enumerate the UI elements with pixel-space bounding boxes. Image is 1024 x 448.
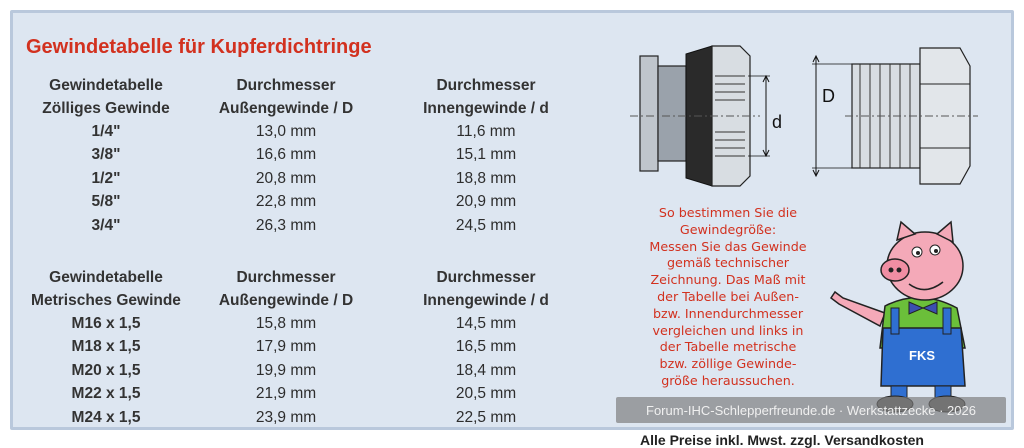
note-line: So bestimmen Sie die [658, 205, 798, 220]
outer-diameter: 15,8 mm [255, 314, 317, 332]
note-line: Gewindegröße: [679, 221, 777, 237]
inner-diameter: 11,6 mm [456, 122, 516, 140]
header-cell: Durchmesser [236, 76, 336, 94]
pig-mascot-illustration [825, 218, 1010, 418]
outer-diameter: 19,9 mm [255, 361, 317, 379]
table-row [26, 406, 586, 430]
page-title: Gewindetabelle für Kupferdichtringe [26, 36, 372, 58]
thread-size: 3/8" [91, 146, 121, 164]
table-header-row [26, 74, 586, 97]
thread-size: 1/4" [91, 122, 121, 140]
thread-size: M16 x 1,5 [71, 314, 141, 332]
header-cell: Innengewinde / d [423, 291, 549, 309]
table-row [26, 214, 586, 238]
inner-diameter: 20,9 mm [455, 193, 517, 211]
table-row [26, 120, 586, 144]
note-line: der Tabelle metrische [659, 339, 797, 355]
outer-diameter: 13,0 mm [255, 122, 317, 140]
thread-size: 1/2" [91, 169, 121, 187]
outer-diameter: 26,3 mm [255, 216, 317, 234]
header-cell: Außengewinde / D [218, 99, 354, 117]
header-cell: Durchmesser [436, 268, 536, 286]
note-line: Messen Sie das Gewinde [649, 238, 807, 254]
inner-diameter: 14,5 mm [455, 314, 517, 332]
thread-size: M18 x 1,5 [71, 338, 141, 356]
note-line: gemäß technischer [666, 255, 790, 271]
price-note: Alle Preise inkl. Mwst. zzgl. Versandkosten [640, 432, 924, 448]
note-line: Zeichnung. Das Maß mit [650, 272, 806, 288]
thread-size: 3/4" [91, 216, 121, 234]
watermark-footer: Forum-IHC-Schlepperfreunde.de · Werkstattzecke · 2026 [616, 397, 1006, 423]
table-header-row [26, 289, 586, 312]
inner-diameter: 16,5 mm [455, 338, 517, 356]
outer-diameter: 17,9 mm [255, 338, 317, 356]
inner-diameter: 15,1 mm [455, 146, 517, 164]
pig-badge-text: FKS [909, 348, 935, 363]
header-cell: Außengewinde / D [218, 291, 354, 309]
outer-thread-fitting [812, 48, 978, 184]
header-cell: Gewindetabelle [49, 76, 163, 94]
table-row [26, 359, 586, 383]
thread-size: M24 x 1,5 [71, 408, 141, 426]
inner-diameter: 18,4 mm [455, 361, 517, 379]
inner-diameter: 22,5 mm [455, 408, 517, 426]
thread-size: M20 x 1,5 [71, 361, 141, 379]
table-row [26, 191, 586, 215]
outer-diameter: 22,8 mm [255, 193, 317, 211]
table-row [26, 312, 586, 336]
table-zoll [26, 74, 586, 238]
header-cell: Metrisches Gewinde [31, 291, 181, 309]
table-header-row [26, 97, 586, 120]
table-header-row [26, 266, 586, 289]
note-line: bzw. zöllige Gewinde- [659, 356, 797, 372]
note-line: bzw. Innendurchmesser [652, 305, 804, 321]
header-cell: Zölliges Gewinde [42, 99, 170, 117]
table-row [26, 336, 586, 360]
table-row [26, 167, 586, 191]
outer-diameter: 20,8 mm [255, 169, 317, 187]
header-cell: Gewindetabelle [49, 268, 163, 286]
outer-diameter: 16,6 mm [255, 146, 317, 164]
thread-size: M22 x 1,5 [71, 385, 141, 403]
inner-thread-fitting [630, 46, 770, 186]
outer-diameter: 23,9 mm [255, 408, 317, 426]
inner-diameter: 20,5 mm [455, 385, 517, 403]
note-line: vergleichen und links in [652, 322, 804, 338]
note-line: größe heraussuchen. [661, 372, 795, 388]
table-row [26, 144, 586, 168]
outer-diameter: 21,9 mm [255, 385, 317, 403]
label-inner-diameter: d [772, 112, 783, 132]
table-row [26, 383, 586, 407]
inner-diameter: 18,8 mm [455, 169, 517, 187]
measuring-instructions [628, 205, 828, 390]
note-line: der Tabelle bei Außen- [657, 288, 799, 304]
inner-diameter: 24,5 mm [455, 216, 517, 234]
header-cell: Durchmesser [236, 268, 336, 286]
thread-size: 5/8" [91, 193, 121, 211]
table-metrisch [26, 266, 586, 430]
thread-technical-drawing [620, 36, 990, 196]
label-outer-diameter: D [822, 86, 835, 106]
header-cell: Innengewinde / d [423, 99, 549, 117]
header-cell: Durchmesser [436, 76, 536, 94]
